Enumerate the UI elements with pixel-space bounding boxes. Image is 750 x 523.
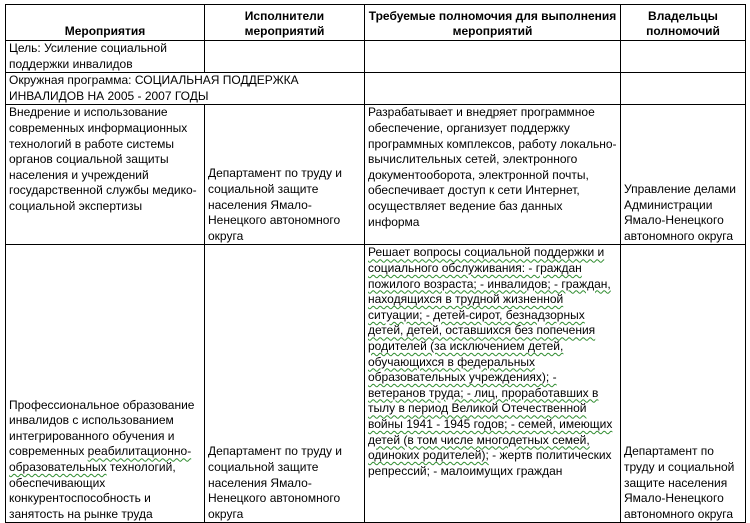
header-required-powers: Требуемые полномочия для выполнения мероприятий	[365, 5, 621, 41]
spellcheck-word: реабилитационно-образовательных	[9, 444, 192, 474]
empty-cell	[621, 73, 746, 105]
header-row	[6, 5, 746, 41]
table-row	[6, 105, 746, 245]
program-row	[6, 73, 746, 105]
powers-table	[5, 4, 746, 523]
powers-text-underlined: Решает вопросы социальной поддержки и социального обслуживания: - граждан пожилого возраста; - инвалидов; - граждан, находящихся в трудной жизненной ситуации; - детей-сирот, безнадзорных детей, детей, оставшихся без попечения родителей (за исключением детей, обучающихся в федеральных образовательных учреждениях); - ветеранов труда; - лиц, проработавших в тылу в период Великой Отечественной войны 1941 - 1945 годов; - семей, имеющих детей (в том числе многодетных семей, одиноких родителей);	[368, 245, 613, 463]
header-executors: Исполнители мероприятий	[205, 5, 365, 41]
executor-cell: Департамент по труду и социальной защите населения Ямало-Ненецкого автономного округа	[205, 105, 365, 245]
header-power-owners: Владельцы полномочий	[621, 5, 746, 41]
activity-text: технологий, обеспечивающих конкурентоспособность и занятость на рынке труда	[9, 460, 176, 521]
table-row	[6, 245, 746, 523]
empty-cell	[621, 41, 746, 73]
activity-cell: Внедрение и использование современных информационных технологий в работе системы органов социальной защиты населения и учреждений государственной службы медико-социальной экспертизы	[6, 105, 205, 245]
activity-cell	[6, 245, 205, 523]
powers-cell: Разрабатывает и внедряет программное обеспечение, организует поддержку программных комплексов, работу локально-вычислительных сетей, электронного документооборота, электронной почты, обеспечивает доступ к сети Интернет, осуществляет ведение баз данных информа	[365, 105, 621, 245]
header-activities: Мероприятия	[6, 5, 205, 41]
empty-cell	[365, 73, 621, 105]
powers-text: - жертв политических репрессий; - малоимущих граждан	[368, 448, 612, 478]
goal-row	[6, 41, 746, 73]
program-cell: Окружная программа: СОЦИАЛЬНАЯ ПОДДЕРЖКА ИНВАЛИДОВ НА 2005 - 2007 ГОДЫ	[6, 73, 365, 105]
owner-cell: Управление делами Администрации Ямало-Ненецкого автономного округа	[621, 105, 746, 245]
empty-cell	[365, 41, 621, 73]
executor-cell: Департамент по труду и социальной защите населения Ямало-Ненецкого автономного округа	[205, 245, 365, 523]
goal-cell: Цель: Усиление социальной поддержки инвалидов	[6, 41, 205, 73]
empty-cell	[205, 41, 365, 73]
owner-cell: Департамент по труду и социальной защите населения Ямало-Ненецкого автономного округа	[621, 245, 746, 523]
powers-cell	[365, 245, 621, 523]
activity-text: Профессиональное образование инвалидов с использованием интегрированного обучения и современных	[9, 397, 195, 459]
